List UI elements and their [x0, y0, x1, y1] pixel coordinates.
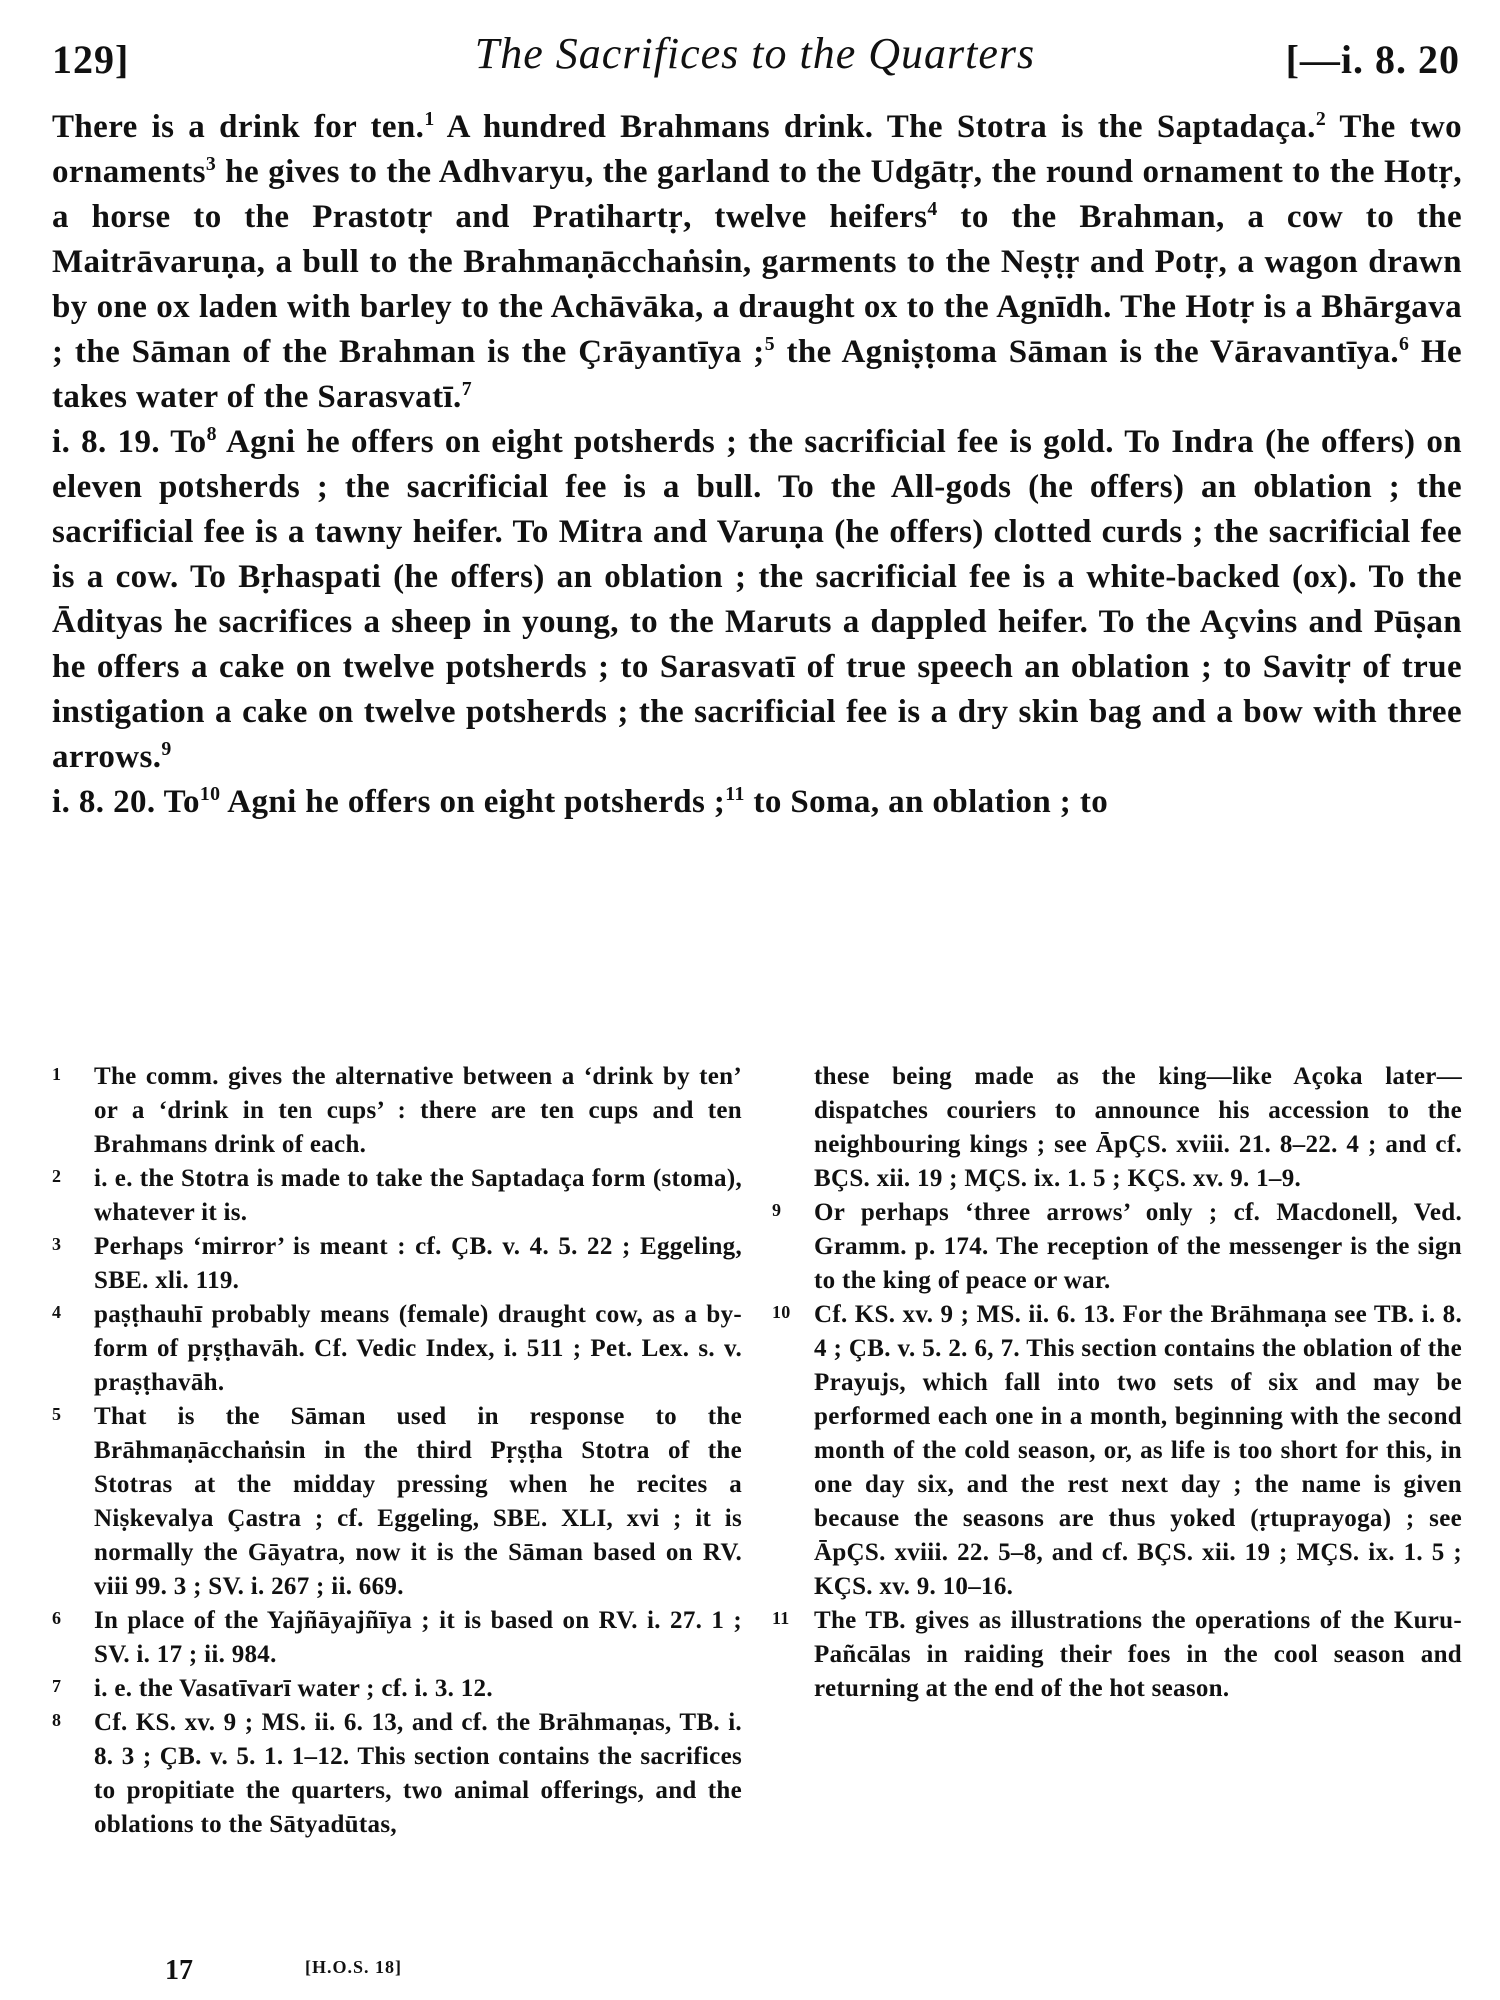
footnote-marker: 3 [52, 1234, 62, 1254]
footnote-text: Cf. KS. xv. 9 ; MS. ii. 6. 13. For the Brāhmaṇa see TB. i. 8. 4 ; ÇB. v. 5. 2. 6, 7. This section contains the oblation of the Prayujs, which fall into two sets of six and may be performed each one in a month, beginning with the second month of the cold season, or, as life is too short for this, in one day six, and the rest next day ; the name is given because the seasons are thus yoked (ṛtuprayoga) ; see ĀpÇS. xviii. 22. 5–8, and cf. BÇS. xii. 19 ; MÇS. ix. 1. 5 ; KÇS. xv. 9. 10–16. [814, 1301, 1462, 1600]
section-reference: [—i. 8. 20 [1285, 37, 1460, 82]
footnote-text: In place of the Yajñāyajñīya ; it is based on RV. i. 27. 1 ; SV. i. 17 ; ii. 984. [94, 1607, 742, 1668]
footnote-ref[interactable]: 11 [725, 783, 745, 805]
footnote-text: The comm. gives the alternative between a ‘drink by ten’ or a ‘drink in ten cups’ : there are ten cups and ten Brahmans drink of each. [94, 1063, 742, 1158]
footnote-5 [52, 1400, 742, 1604]
footnote-text: i. e. the Stotra is made to take the Saptadaça form (stoma), whatever it is. [94, 1165, 742, 1226]
footnote-marker: 2 [52, 1166, 62, 1186]
footnote-column-right [772, 1060, 1462, 1706]
footnote-11 [772, 1604, 1462, 1706]
footnote-ref[interactable]: 5 [764, 333, 775, 355]
footnote-marker: 4 [52, 1302, 62, 1322]
footnote-3 [52, 1230, 742, 1298]
signature-mark: 17 [165, 1955, 193, 1986]
footnote-7 [52, 1672, 742, 1706]
footnote-ref[interactable]: 3 [205, 153, 217, 175]
footnote-marker: 10 [772, 1302, 791, 1322]
footnote-10 [772, 1298, 1462, 1604]
paragraph-8-18 [52, 105, 1462, 420]
footnote-text: paṣṭhauhī probably means (female) draught cow, as a by-form of pṛṣṭhavāh. Cf. Vedic Index, i. 511 ; Pet. Lex. s. v. praṣṭhavāh. [94, 1301, 742, 1396]
running-title: The Sacrifices to the Quarters [474, 29, 1036, 78]
text-run: to the Brahman, a cow to the Maitrāvaruṇa, a bull to the Brahmaṇācchaṅsin, garments to the Neṣṭṛ and Potṛ, a wagon drawn by one ox laden with barley to the Achāvāka, a draught ox to the Agnīdh. The Hotṛ is a Bhārgava ; the Sāman of the Brahman is the Çrāyantīya ; [52, 199, 1462, 370]
text-run: He takes water of the Sarasvatī. [52, 334, 1463, 415]
footnote-marker: 5 [52, 1404, 62, 1424]
text-run: i. 8. 20. To [52, 784, 200, 820]
text-run: A hundred Brahmans drink. The Stotra is the Saptadaça. [434, 109, 1316, 145]
footnote-column-left [52, 1060, 742, 1842]
text-run: Agni he offers on eight potsherds ; the sacrificial fee is gold. To Indra (he offers) on eleven potsherds ; the sacrificial fee is a bull. To the All-gods (he offers) an oblation ; the sacrificial fee is a tawny heifer. To Mitra and Varuṇa (he offers) clotted curds ; the sacrificial fee is a cow. To Bṛhaspati (he offers) an oblation ; the sacrificial fee is a white-backed (ox). To the Ādityas he sacrifices a sheep in young, to the Maruts a dappled heifer. To the Açvins and Pūṣan he offers a cake on twelve potsherds ; to Sarasvatī of true speech an oblation ; to Savitṛ of true instigation a cake on twelve potsherds ; the sacrificial fee is a dry skin bag and a bow with three arrows. [52, 424, 1462, 775]
series-mark: [H.O.S. 18] [305, 1957, 403, 1977]
text-run: The two ornaments [52, 109, 1463, 190]
footnote-text: these being made as the king—like Açoka later—dispatches couriers to announce his accession to the neighbouring kings ; see ĀpÇS. xviii. 21. 8–22. 4 ; and cf. BÇS. xii. 19 ; MÇS. ix. 1. 5 ; KÇS. xv. 9. 1–9. [814, 1063, 1462, 1192]
footnote-ref[interactable]: 9 [161, 738, 172, 760]
footnote-ref[interactable]: 7 [461, 378, 472, 400]
footnote-text: i. e. the Vasatīvarī water ; cf. i. 3. 12. [94, 1675, 493, 1702]
footnote-1 [52, 1060, 742, 1162]
text-run: to Soma, an oblation ; to [744, 784, 1109, 820]
paragraph-8-20 [52, 780, 1462, 825]
paragraph-8-19 [52, 420, 1462, 780]
footnote-ref[interactable]: 10 [199, 783, 221, 805]
text-run: There is a drink for ten. [52, 109, 425, 145]
text-run: i. 8. 19. To [52, 424, 207, 460]
footnote-ref[interactable]: 4 [927, 198, 938, 220]
footnote-marker: 7 [52, 1676, 62, 1696]
footnote-2 [52, 1162, 742, 1230]
footnote-ref[interactable]: 2 [1315, 108, 1327, 130]
footnote-8 [52, 1706, 742, 1842]
main-text [52, 105, 1462, 825]
footnote-9 [772, 1196, 1462, 1298]
footnote-ref[interactable]: 6 [1399, 333, 1410, 355]
footnote-marker: 8 [52, 1710, 62, 1730]
footnote-text: Perhaps ‘mirror’ is meant : cf. ÇB. v. 4. 5. 22 ; Eggeling, SBE. xli. 119. [94, 1233, 742, 1294]
footnote-4 [52, 1298, 742, 1400]
footnote-ref[interactable]: 1 [424, 108, 435, 130]
footnote-marker: 6 [52, 1608, 62, 1628]
footnote-ref[interactable]: 8 [206, 423, 217, 445]
footnote-8-continued [772, 1060, 1462, 1196]
footnote-text: Or perhaps ‘three arrows’ only ; cf. Macdonell, Ved. Gramm. p. 174. The reception of the messenger is the sign to the king of peace or war. [814, 1199, 1462, 1294]
text-run: the Agniṣṭoma Sāman is the Vāravantīya. [774, 334, 1400, 370]
footnote-text: Cf. KS. xv. 9 ; MS. ii. 6. 13, and cf. the Brāhmaṇas, TB. i. 8. 3 ; ÇB. v. 5. 1. 1–12. This section contains the sacrifices to propitiate the quarters, two animal offerings, and the oblations to the Sātyadūtas, [94, 1709, 742, 1838]
footnote-marker: 11 [772, 1608, 790, 1628]
page-number: 129] [52, 37, 130, 82]
text-run: he gives to the Adhvaryu, the garland to the Udgātṛ, the round ornament to the Hotṛ, a horse to the Prastotṛ and Pratihartṛ, twelve heifers [52, 154, 1462, 235]
footnote-marker: 1 [52, 1064, 62, 1084]
footnote-marker: 9 [772, 1200, 782, 1220]
text-run: Agni he offers on eight potsherds ; [220, 784, 726, 820]
footnote-text: The TB. gives as illustrations the operations of the Kuru-Pañcālas in raiding their foes in the cool season and returning at the end of the hot season. [814, 1607, 1462, 1702]
footnote-6 [52, 1604, 742, 1672]
footnote-text: That is the Sāman used in response to the Brāhmaṇācchaṅsin in the third Pṛṣṭha Stotra of the Stotras at the midday pressing when he recites a Niṣkevalya Çastra ; cf. Eggeling, SBE. XLI, xvi ; it is normally the Gāyatra, now it is the Sāman based on RV. viii 99. 3 ; SV. i. 267 ; ii. 669. [94, 1403, 742, 1600]
running-header [50, 28, 1460, 88]
